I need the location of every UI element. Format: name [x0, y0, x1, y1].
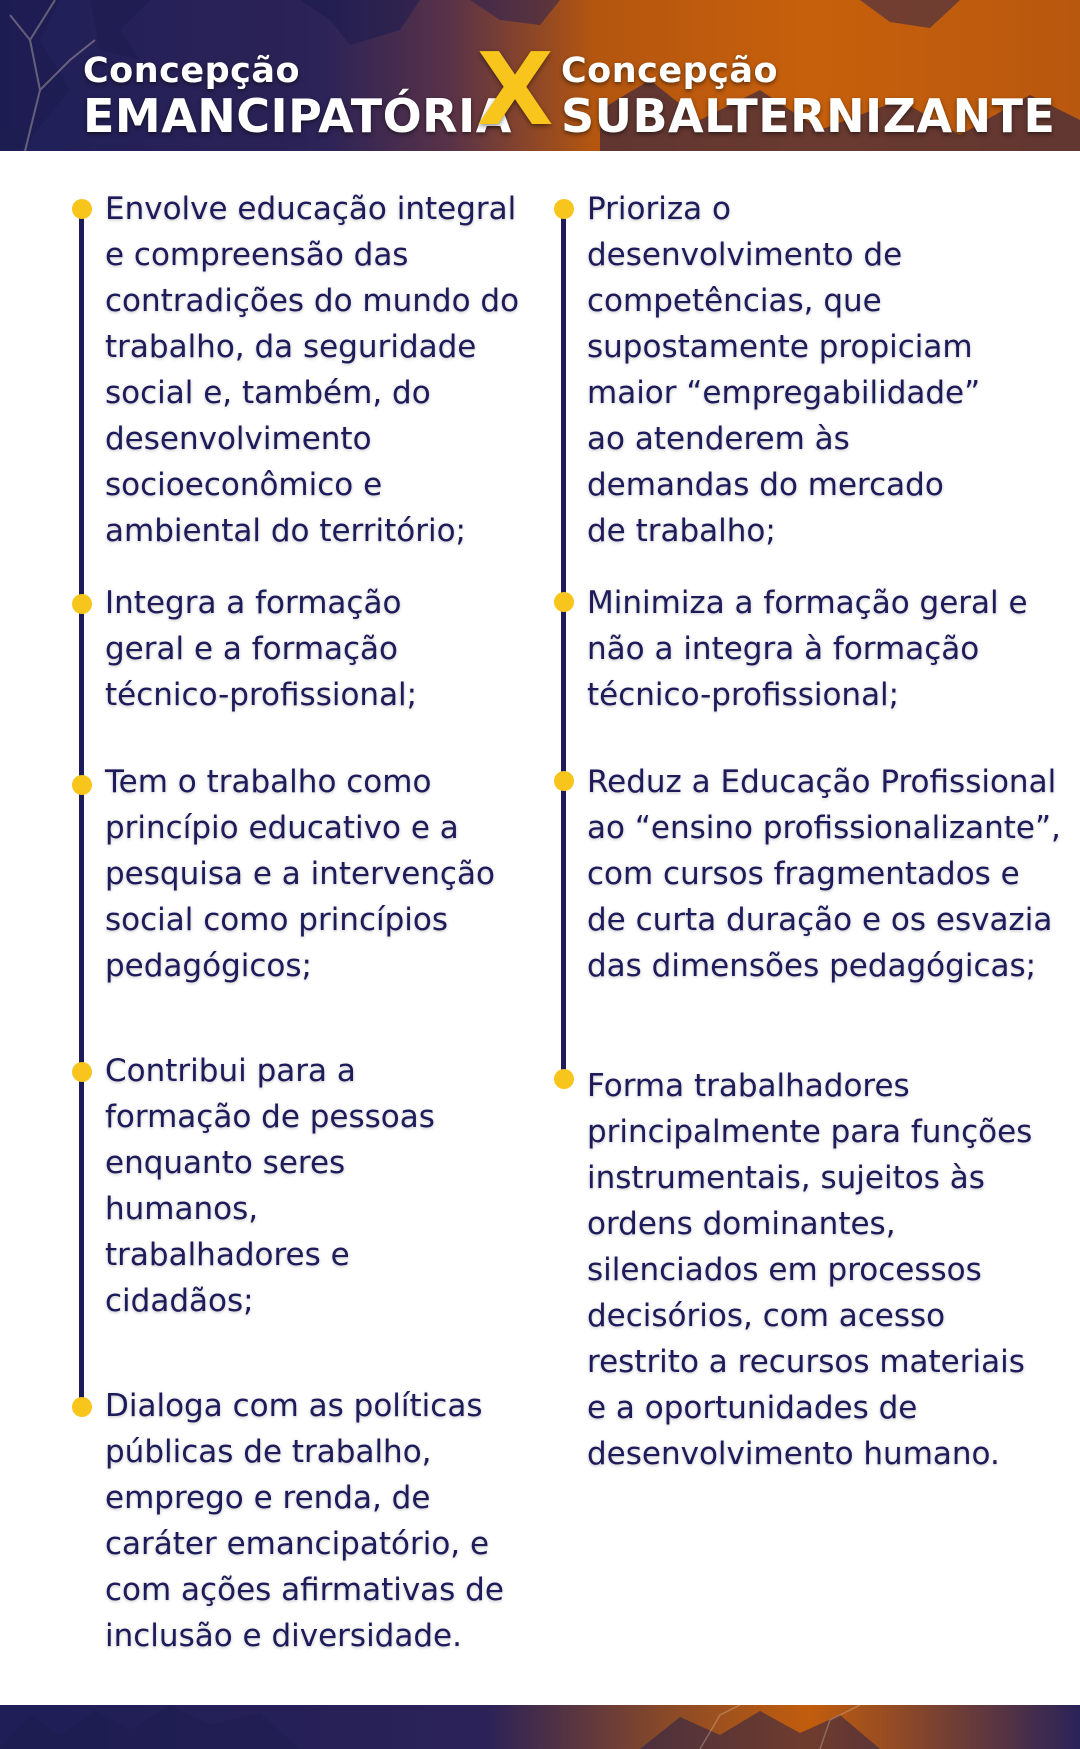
header-left-title [83, 51, 512, 143]
header-right-heading: SUBALTERNIZANTE [561, 89, 1056, 143]
bullet-dot-icon [554, 592, 574, 612]
bullet-dot-icon [554, 771, 574, 791]
header-banner [0, 0, 1080, 151]
header-left-heading: EMANCIPATÓRIA [83, 89, 512, 143]
left-timeline-line [79, 203, 84, 1400]
right-item-text: Forma trabalhadores principalmente para funções instrumentais, sujeitos às ordens dominantes, silenciados em processos decisórios, com acesso restrito a recursos materiais e a oportunidades de desenvolvimento humano. [587, 1068, 1033, 1472]
foliage-footer-icon [0, 1705, 1080, 1749]
right-item-text: Reduz a Educação Profissional ao “ensino profissionalizante”, com cursos fragmentados e de curta duração e os esvazia das dimensões pedagógicas; [587, 764, 1061, 984]
right-item-text: Prioriza o desenvolvimento de competências, que supostamente propiciam maior “empregabilidade” ao atenderem às demandas do mercado de trabalho; [587, 191, 981, 549]
bullet-dot-icon [72, 1397, 92, 1417]
left-item-text: Envolve educação integral e compreensão das contradições do mundo do trabalho, da seguridade social e, também, do desenvolvimento socioeconômico e ambiental do território; [105, 191, 520, 549]
bullet-dot-icon [72, 775, 92, 795]
left-item-text: Dialoga com as políticas públicas de trabalho, emprego e renda, de caráter emancipatório, e com ações afirmativas de inclusão e diversidade. [105, 1388, 504, 1654]
header-right-title [561, 51, 1056, 143]
versus-mark: X [476, 31, 554, 148]
right-item-text: Minimiza a formação geral e não a integra à formação técnico-profissional; [587, 585, 1028, 713]
header-right-subtitle: Concepção [561, 51, 779, 91]
bullet-dot-icon [554, 199, 574, 219]
left-item-text: Contribui para a formação de pessoas enquanto seres humanos, trabalhadores e cidadãos; [105, 1053, 435, 1319]
header-left-subtitle: Concepção [83, 51, 301, 91]
bullet-dot-icon [554, 1069, 574, 1089]
left-item-text: Tem o trabalho como princípio educativo e a pesquisa e a intervenção social como princípios pedagógicos; [105, 764, 495, 984]
footer-banner [0, 1705, 1080, 1749]
left-item-text: Integra a formação geral e a formação técnico-profissional; [105, 585, 418, 713]
right-timeline-line [561, 203, 566, 1073]
bullet-dot-icon [72, 199, 92, 219]
bullet-dot-icon [72, 594, 92, 614]
bullet-dot-icon [72, 1062, 92, 1082]
